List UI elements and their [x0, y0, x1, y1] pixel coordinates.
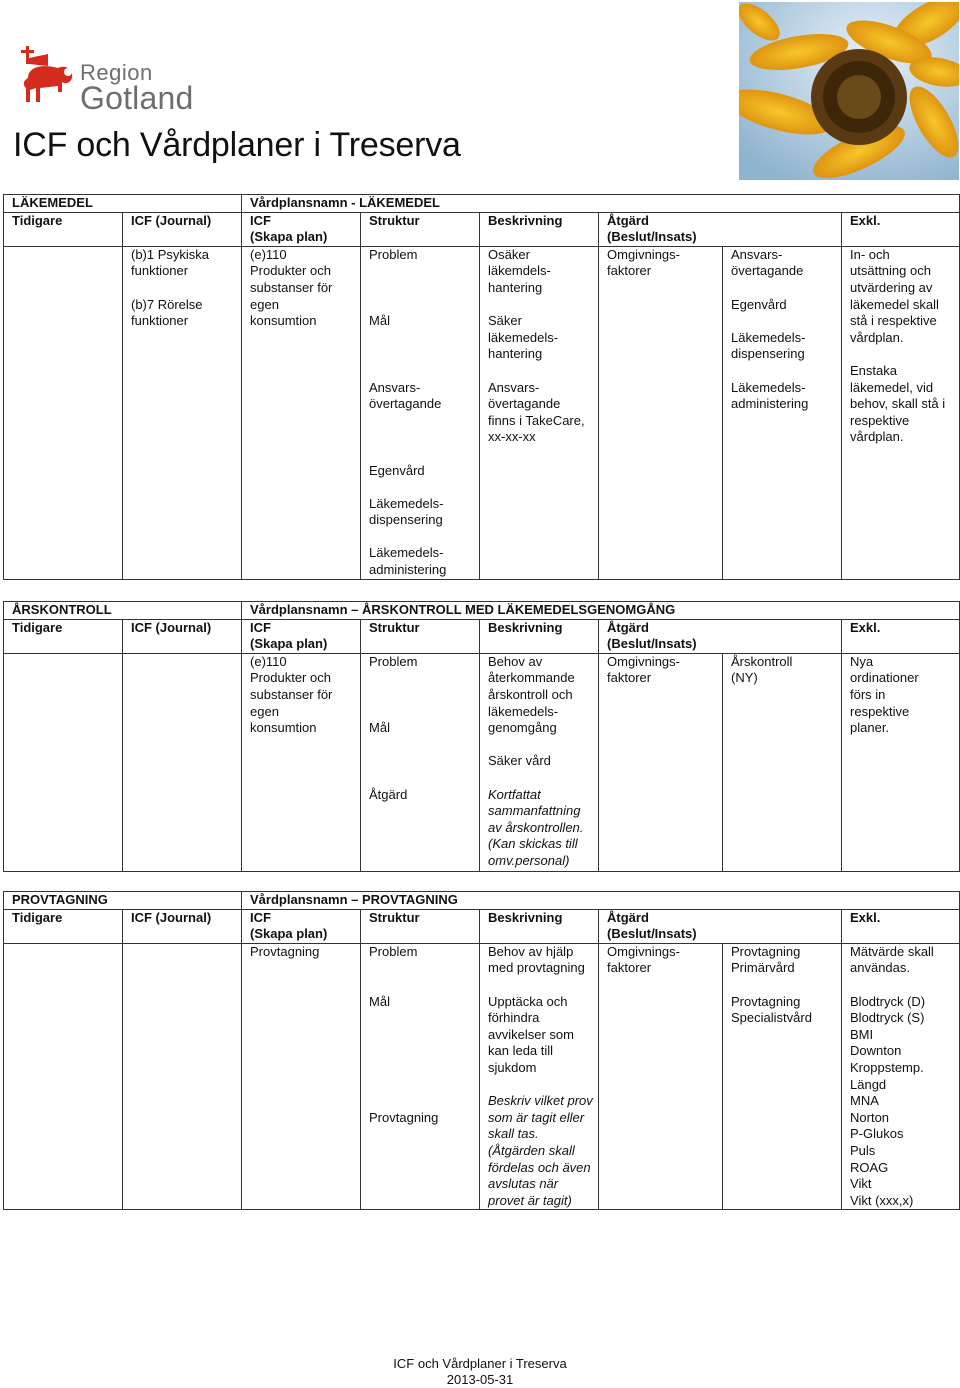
header-exkl: Exkl.: [842, 619, 960, 653]
omgivning-cell: Omgivnings- faktorer: [599, 653, 723, 871]
lakemedel-table: [3, 194, 960, 580]
section-title-arskontroll: ÅRSKONTROLL: [4, 602, 242, 620]
plan-name-arskontroll: Vårdplansnamn – ÅRSKONTROLL MED LÄKEMEDELSGENOMGÅNG: [242, 602, 960, 620]
header-struktur: Struktur: [361, 909, 480, 943]
header-atgard: Åtgärd (Beslut/Insats): [599, 909, 842, 943]
footer-title: ICF och Vårdplaner i Treserva: [393, 1356, 567, 1371]
logo-gotland-text: Gotland: [80, 80, 194, 116]
icf-cell: Provtagning: [242, 943, 361, 1210]
region-gotland-logo: [18, 44, 198, 118]
logo-region-text: Region: [80, 60, 153, 85]
insats-cell: Årskontroll (NY): [723, 653, 842, 871]
icf-journal-cell: (b)1 Psykiska funktioner (b)7 Rörelse funktioner: [123, 246, 242, 579]
header-beskrivning: Beskrivning: [480, 909, 599, 943]
plan-name-lakemedel: Vårdplansnamn - LÄKEMEDEL: [242, 195, 960, 213]
omgivning-cell: Omgivnings- faktorer: [599, 943, 723, 1210]
header-exkl: Exkl.: [842, 909, 960, 943]
header-struktur: Struktur: [361, 619, 480, 653]
tidigare-cell: [4, 246, 123, 579]
icf-cell: (e)110 Produkter och substanser för egen konsumtion: [242, 246, 361, 579]
exkl-cell: In- och utsättning och utvärdering av läkemedel skall stå i respektive vårdplan. Enstaka läkemedel, vid behov, skall stå i respektive vårdplan.: [842, 246, 960, 579]
exkl-cell: Nya ordinationer förs in respektive planer.: [842, 653, 960, 871]
section-title-provtagning: PROVTAGNING: [4, 892, 242, 910]
provtagning-table: [3, 891, 960, 1210]
header-tidigare: Tidigare: [4, 909, 123, 943]
beskrivning-cell: Behov av återkommande årskontroll och läkemedels- genomgång Säker vård Kortfattat sammanfattning av årskontrollen. (Kan skickas till omv.personal): [480, 653, 599, 871]
header-icf: ICF (Skapa plan): [242, 619, 361, 653]
header-icf-journal: ICF (Journal): [123, 212, 242, 246]
ram-logo-icon: [18, 44, 78, 114]
beskrivning-cell: Osäker läkemdels- hantering Säker läkemedels- hantering Ansvars- övertagande finns i TakeCare, xx-xx-xx: [480, 246, 599, 579]
header-exkl: Exkl.: [842, 212, 960, 246]
footer: [0, 1356, 960, 1388]
header-icf-journal: ICF (Journal): [123, 909, 242, 943]
icf-journal-cell: [123, 653, 242, 871]
header-atgard: Åtgärd (Beslut/Insats): [599, 212, 842, 246]
section-title-lakemedel: LÄKEMEDEL: [4, 195, 242, 213]
header-icf: ICF (Skapa plan): [242, 909, 361, 943]
insats-cell: Provtagning Primärvård Provtagning Specialistvård: [723, 943, 842, 1210]
struktur-cell: Problem Mål Åtgärd: [361, 653, 480, 871]
header-beskrivning: Beskrivning: [480, 212, 599, 246]
insats-cell: Ansvars- övertagande Egenvård Läkemedels- dispensering Läkemedels- administering: [723, 246, 842, 579]
header-icf-journal: ICF (Journal): [123, 619, 242, 653]
header-atgard: Åtgärd (Beslut/Insats): [599, 619, 842, 653]
struktur-cell: Problem Mål Provtagning: [361, 943, 480, 1210]
omgivning-cell: Omgivnings- faktorer: [599, 246, 723, 579]
arskontroll-table: [3, 601, 960, 872]
footer-date: 2013-05-31: [446, 1372, 514, 1387]
header-beskrivning: Beskrivning: [480, 619, 599, 653]
header-struktur: Struktur: [361, 212, 480, 246]
struktur-cell: Problem Mål Ansvars- övertagande Egenvård Läkemedels- dispensering Läkemedels- administering: [361, 246, 480, 579]
exkl-cell: Mätvärde skall användas. Blodtryck (D) Blodtryck (S) BMI Downton Kroppstemp. Längd MNA Norton P-Glukos Puls ROAG Vikt Vikt (xxx,x): [842, 943, 960, 1210]
header-tidigare: Tidigare: [4, 212, 123, 246]
header-tidigare: Tidigare: [4, 619, 123, 653]
icf-journal-cell: [123, 943, 242, 1210]
sunflower-photo: [739, 2, 959, 180]
plan-name-provtagning: Vårdplansnamn – PROVTAGNING: [242, 892, 960, 910]
tidigare-cell: [4, 653, 123, 871]
icf-cell: (e)110 Produkter och substanser för egen konsumtion: [242, 653, 361, 871]
page-title: ICF och Vårdplaner i Treserva: [13, 126, 461, 164]
tidigare-cell: [4, 943, 123, 1210]
header-icf: ICF (Skapa plan): [242, 212, 361, 246]
beskrivning-cell: Behov av hjälp med provtagning Upptäcka och förhindra avvikelser som kan leda till sjukdom Beskriv vilket prov som är tagit eller skall tas. (Åtgärden skall fördelas och även avslutas när provet är tagit): [480, 943, 599, 1210]
